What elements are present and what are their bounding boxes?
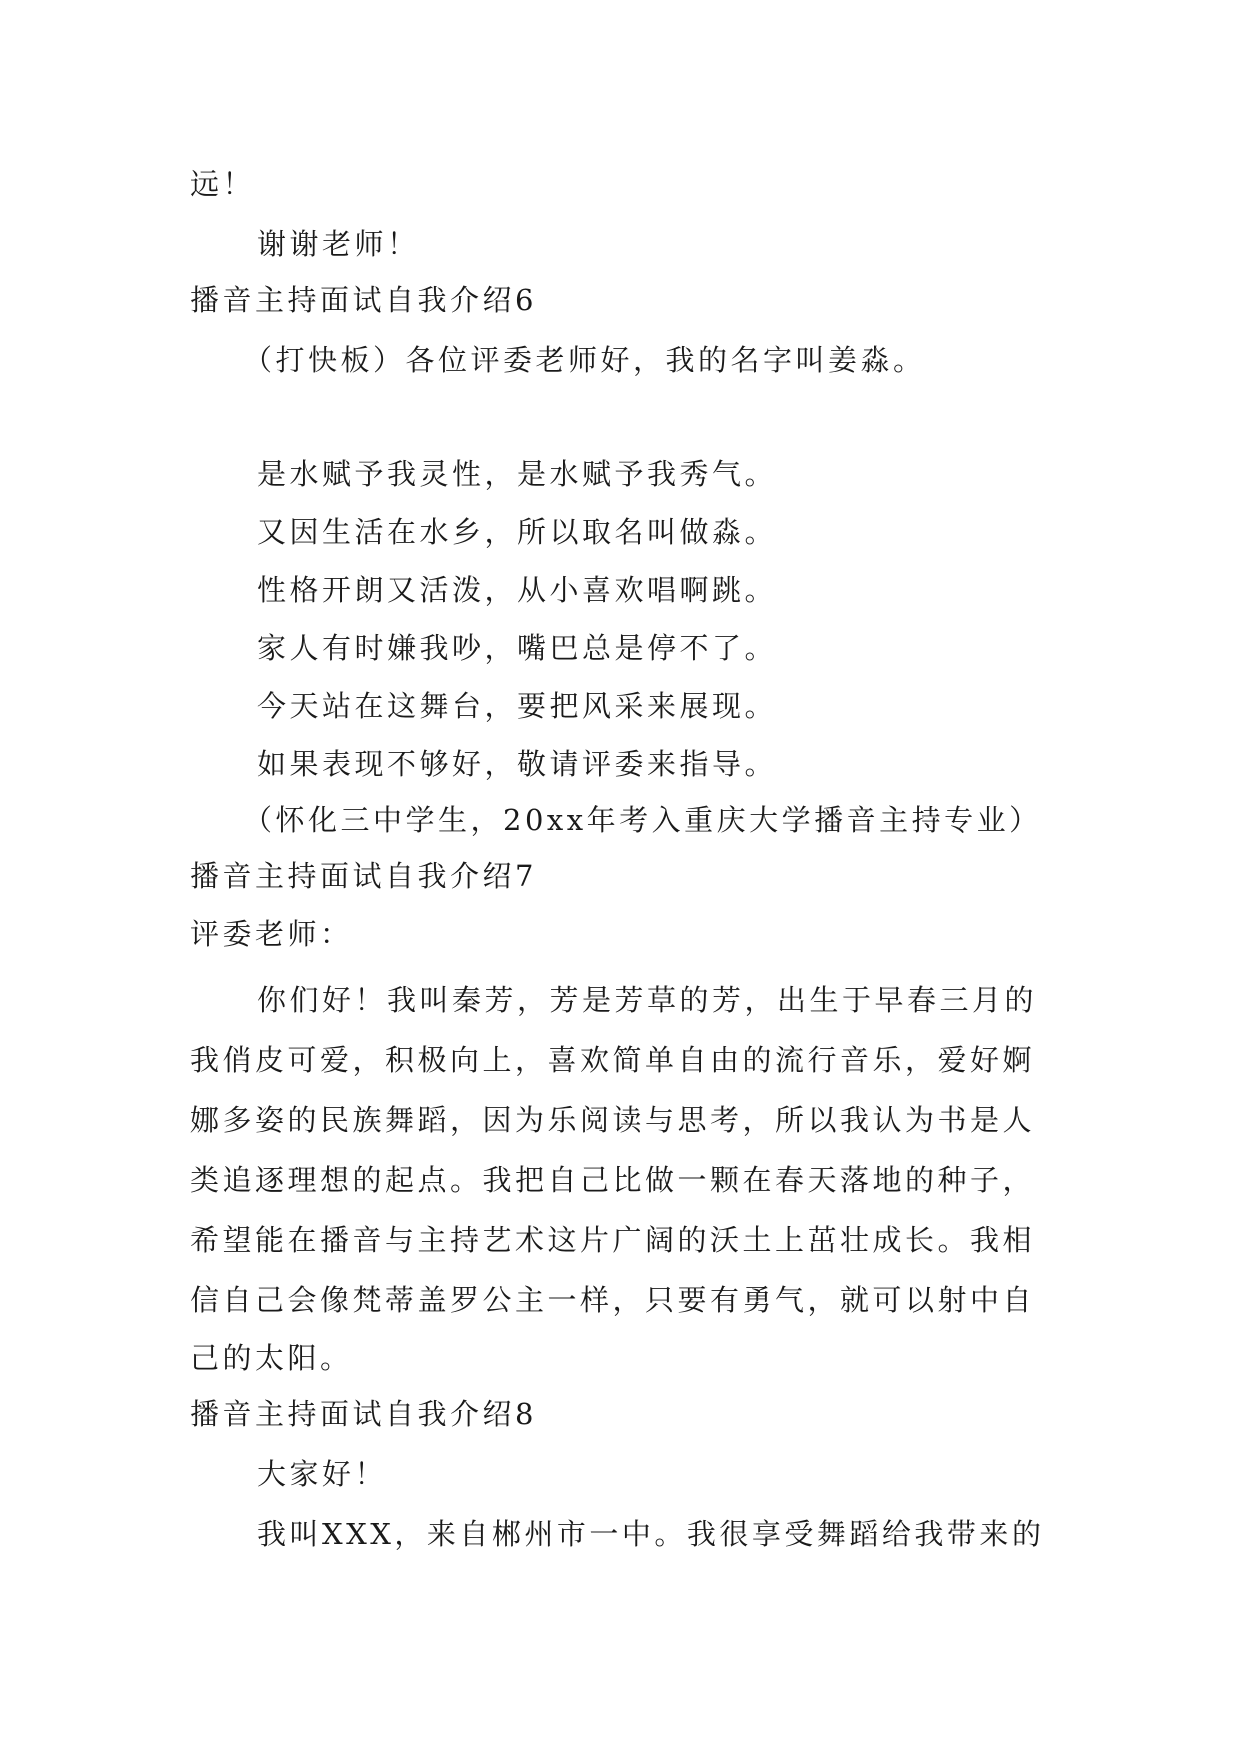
- paragraph-line-7: 己的太阳。: [190, 1341, 353, 1375]
- poem-line-3: 性格开朗又活泼，从小喜欢唱啊跳。: [257, 573, 778, 607]
- text-line-continuation: 远！: [190, 167, 256, 201]
- paragraph-line-3: 娜多姿的民族舞蹈，因为乐阅读与思考，所以我认为书是人: [190, 1103, 1036, 1137]
- section-heading-8: 播音主持面试自我介绍8: [190, 1397, 537, 1431]
- section-heading-6: 播音主持面试自我介绍6: [190, 283, 537, 317]
- poem-line-4: 家人有时嫌我吵，嘴巴总是停不了。: [257, 631, 778, 665]
- text-line-intro-8: 我叫XXX，来自郴州市一中。我很享受舞蹈给我带来的: [257, 1517, 1045, 1551]
- paragraph-line-2: 我俏皮可爱，积极向上，喜欢简单自由的流行音乐，爱好婀: [190, 1043, 1036, 1077]
- text-line-note-6: （怀化三中学生，20xx年考入重庆大学播音主持专业）: [243, 803, 1042, 837]
- text-line-greeting: 大家好！: [257, 1457, 388, 1491]
- poem-line-5: 今天站在这舞台，要把风采来展现。: [257, 689, 778, 723]
- paragraph-line-6: 信自己会像梵蒂盖罗公主一样，只要有勇气，就可以射中自: [190, 1283, 1036, 1317]
- poem-line-6: 如果表现不够好，敬请评委来指导。: [257, 747, 778, 781]
- text-line-salutation: 评委老师：: [190, 917, 353, 951]
- text-line-intro-6: （打快板）各位评委老师好，我的名字叫姜淼。: [243, 343, 926, 377]
- section-heading-7: 播音主持面试自我介绍7: [190, 859, 537, 893]
- poem-line-1: 是水赋予我灵性，是水赋予我秀气。: [257, 457, 778, 491]
- paragraph-line-1: 你们好！我叫秦芳，芳是芳草的芳，出生于早春三月的: [257, 983, 1038, 1017]
- paragraph-line-4: 类追逐理想的起点。我把自己比做一颗在春天落地的种子，: [190, 1163, 1036, 1197]
- paragraph-line-5: 希望能在播音与主持艺术这片广阔的沃土上茁壮成长。我相: [190, 1223, 1036, 1257]
- poem-line-2: 又因生活在水乡，所以取名叫做淼。: [257, 515, 778, 549]
- text-line-thanks: 谢谢老师！: [257, 227, 420, 261]
